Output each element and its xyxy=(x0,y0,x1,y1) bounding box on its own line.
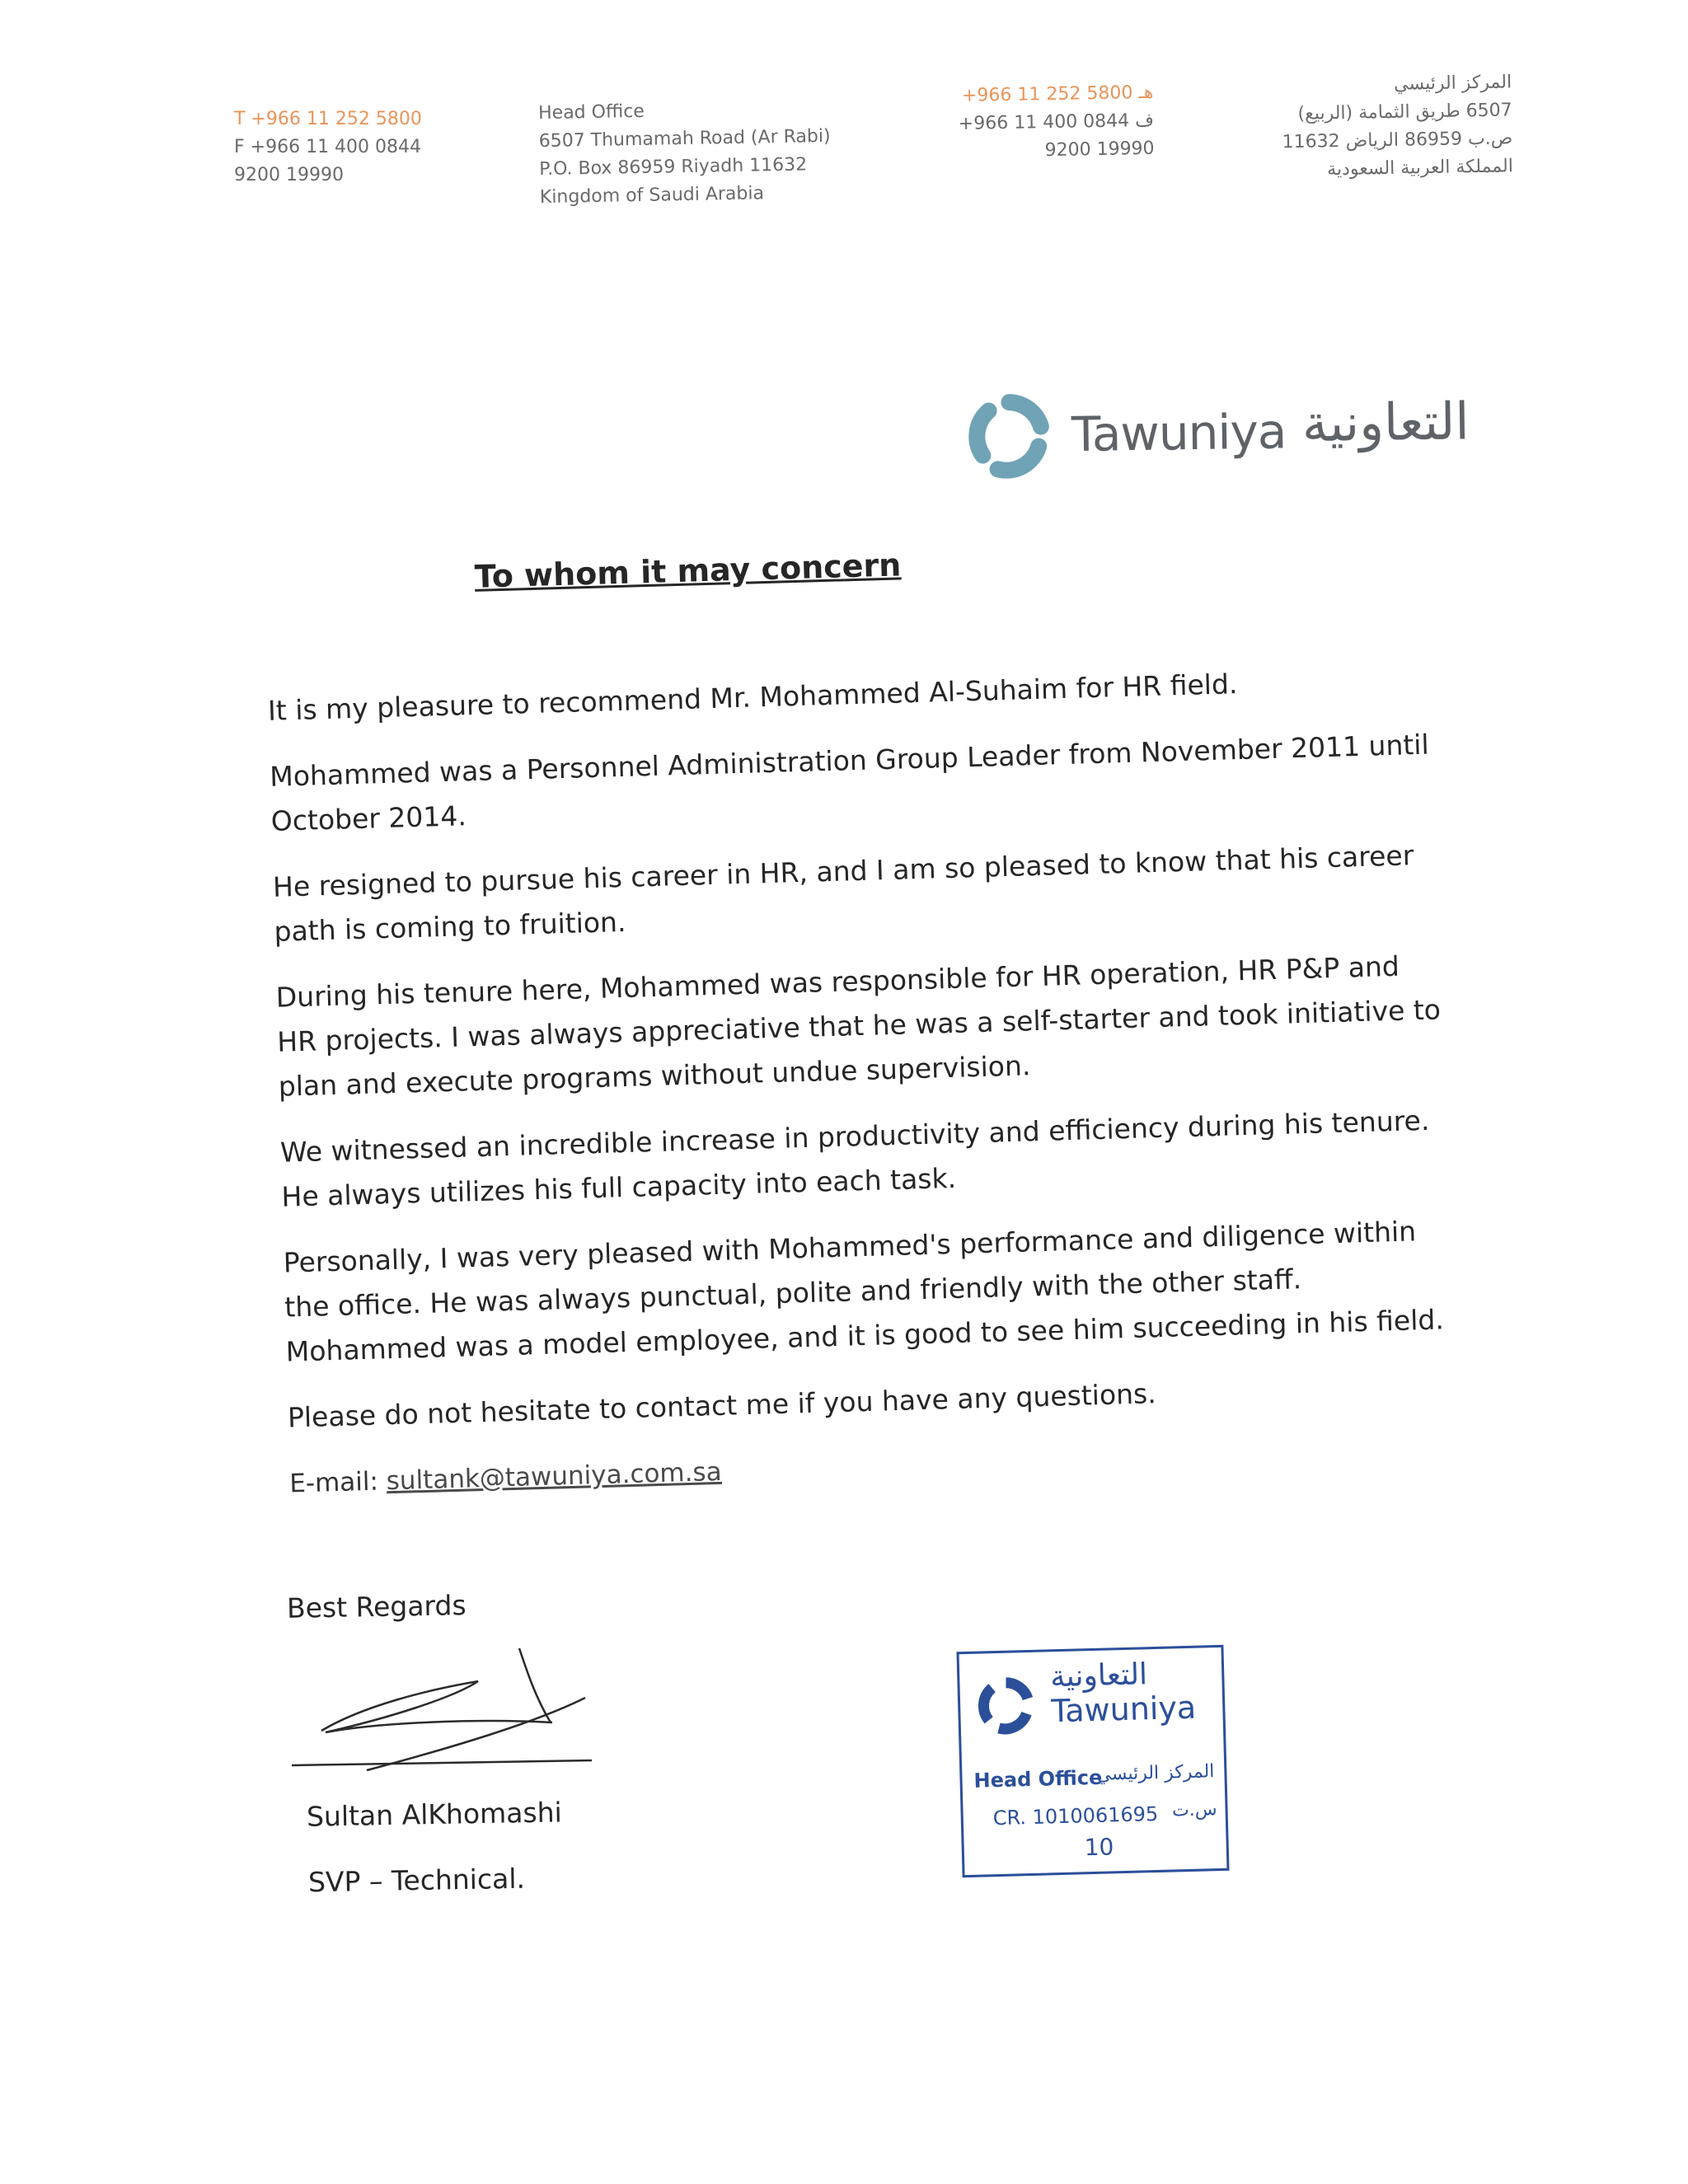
company-logo xyxy=(964,383,1541,482)
stamp-office-en: Head Office xyxy=(973,1765,1103,1793)
stamp-name-en: Tawuniya xyxy=(1050,1689,1197,1730)
stamp-cr-ar: س.ت xyxy=(1171,1799,1217,1821)
stamp-cr-en: CR. 1010061695 xyxy=(992,1802,1159,1830)
letterhead-contact-en xyxy=(234,105,422,190)
company-stamp xyxy=(956,1645,1229,1877)
letterhead-address-ar xyxy=(1260,68,1513,185)
letterhead-address-en xyxy=(538,95,832,212)
closing-text: Best Regards xyxy=(286,1589,467,1624)
tawuniya-ring-icon xyxy=(964,390,1056,482)
paragraph-2: Mohammed was a Personnel Administration Group Leader from November 2011 until October 2014. xyxy=(269,728,1430,837)
toll-free-en: 9200 19990 xyxy=(234,165,344,185)
pobox-ar: ص.ب 86959 الرياض 11632 xyxy=(1282,128,1513,153)
head-office-label-ar: المركز الرئيسي xyxy=(1393,72,1512,95)
stamp-office-ar: المركز الرئيسي xyxy=(1096,1761,1215,1785)
paragraph-6: Personally, I was very pleased with Mohammed's performance and diligence within the office. He was always punctual, polite and friendly with the other staff. Mohammed was a model employee, and it is good to see him succeeding in his field. xyxy=(283,1215,1445,1368)
letter-title: To whom it may concern xyxy=(474,546,902,595)
fax-en: F +966 11 400 0844 xyxy=(234,137,422,157)
pobox-en: P.O. Box 86959 Riyadh 11632 xyxy=(539,154,808,180)
paragraph-1: It is my pleasure to recommend Mr. Mohammed Al-Suhaim for HR field. xyxy=(267,668,1238,727)
stamp-ring-icon xyxy=(974,1674,1039,1738)
email-row xyxy=(289,1429,1461,1507)
paragraph-5: We witnessed an incredible increase in productivity and efficiency during his tenure. He always utilizes his full capacity into each task. xyxy=(279,1104,1430,1213)
country-en: Kingdom of Saudi Arabia xyxy=(539,183,765,209)
stamp-name-ar: التعاونية xyxy=(1049,1657,1148,1694)
email-label: E-mail: xyxy=(288,1466,379,1499)
country-ar: المملكة العربية السعودية xyxy=(1326,156,1514,180)
signer-name: Sultan AlKhomashi xyxy=(306,1796,563,1833)
stamp-number: 10 xyxy=(1084,1833,1114,1862)
paragraph-7: Please do not hesitate to contact me if you have any questions. xyxy=(287,1377,1157,1434)
paragraph-4: During his tenure here, Mohammed was responsible for HR operation, HR P&P and HR projects. I was always appreciative that he was a self-starter and took initiative to plan and execute programs without undue supervision. xyxy=(275,949,1442,1103)
phone-en: T +966 11 252 5800 xyxy=(234,109,422,129)
toll-free-ar: 9200 19990 xyxy=(1044,138,1155,162)
logo-name-ar: التعاونية xyxy=(1301,391,1470,454)
paragraph-3: He resigned to pursue his career in HR, and I am so pleased to know that his career path is coming to fruition. xyxy=(272,839,1414,948)
logo-name-en: Tawuniya xyxy=(1071,403,1287,463)
letterhead-contact-ar xyxy=(947,79,1155,166)
head-office-label-en: Head Office xyxy=(537,101,645,124)
phone-ar: +966 11 252 5800 هـ xyxy=(961,82,1154,106)
email-link[interactable]: sultank@tawuniya.com.sa xyxy=(386,1456,723,1497)
street-ar: 6507 طريق الثمامة (الربيع) xyxy=(1297,100,1512,124)
street-en: 6507 Thumamah Road (Ar Rabi) xyxy=(538,125,831,152)
letter-body xyxy=(264,527,1461,1506)
fax-ar: +966 11 400 0844 ف xyxy=(958,110,1155,134)
signature-image xyxy=(288,1640,602,1780)
signer-title: SVP – Technical. xyxy=(307,1862,526,1899)
